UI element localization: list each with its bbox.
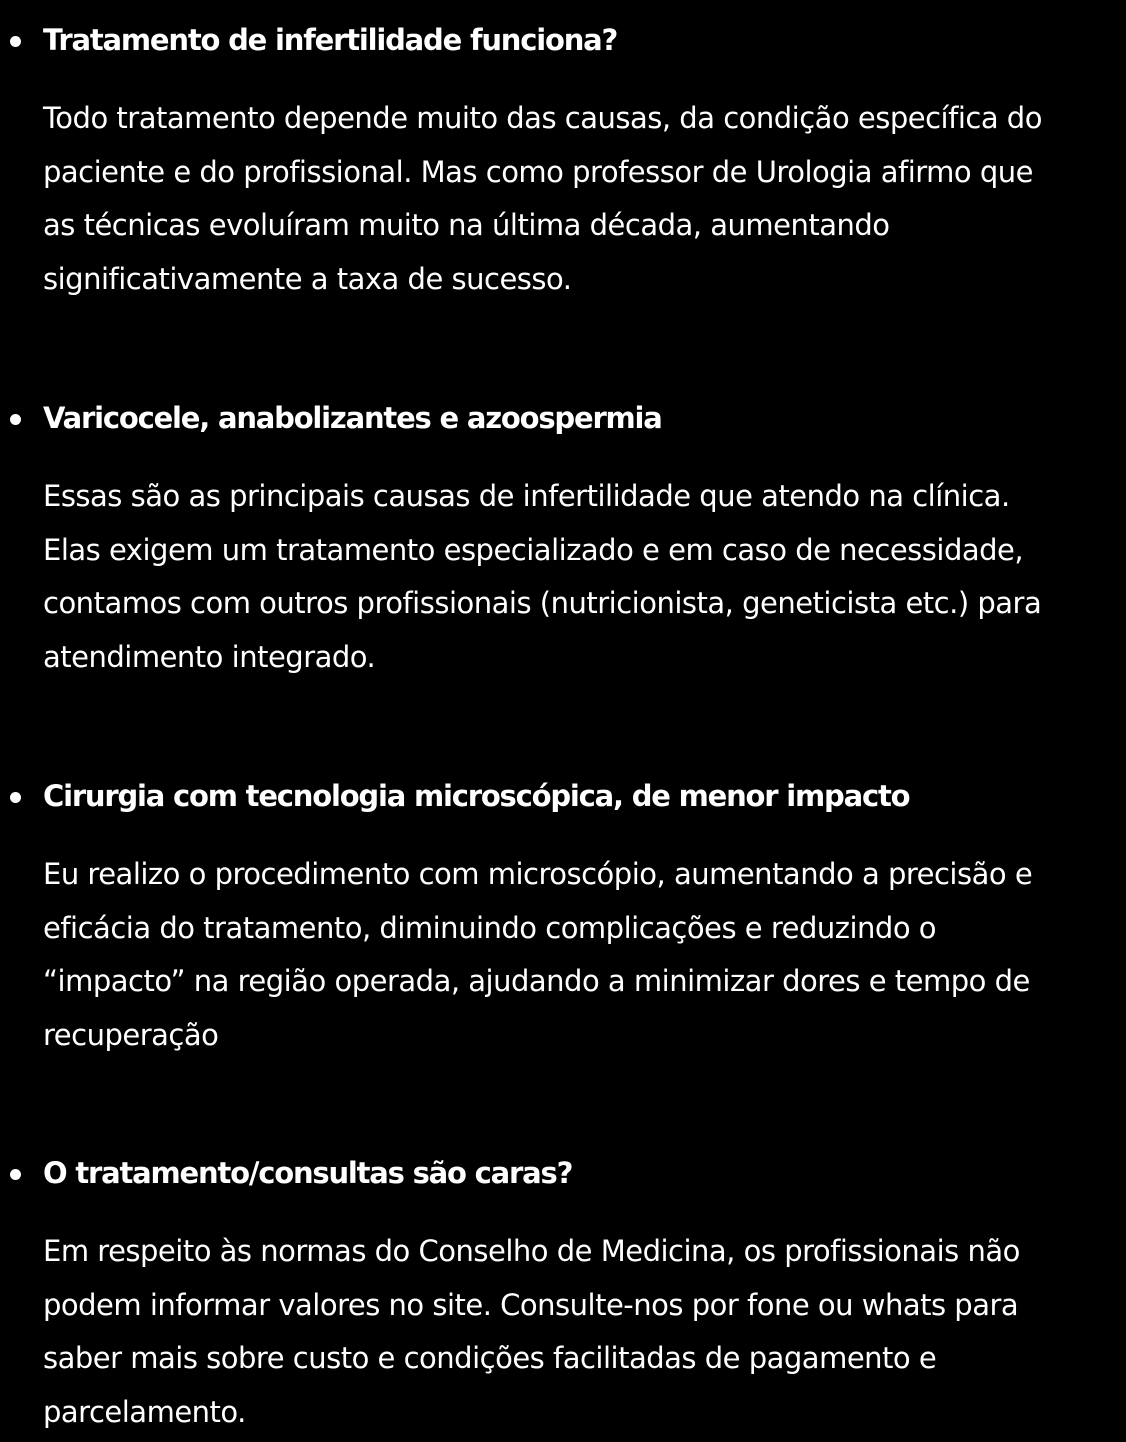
answer-line: recuperação — [43, 1017, 219, 1052]
answer-line: as técnicas evoluíram muito na última década, aumentando — [43, 208, 890, 242]
answer-line: contamos com outros profissionais (nutricionista, geneticista etc.) para — [43, 586, 1042, 620]
faq-question: Cirurgia com tecnologia microscópica, de menor impacto — [43, 779, 910, 813]
faq-question: Varicocele, anabolizantes e azoospermia — [43, 401, 662, 435]
answer-line: paciente e do profissional. Mas como professor de Urologia afirmo que — [43, 154, 1034, 189]
bullet-icon — [10, 1169, 21, 1180]
answer-line: Eu realizo o procedimento com microscópio, aumentando a precisão e — [43, 857, 1033, 891]
answer-line: Essas são as principais causas de infertilidade que atendo na clínica. — [43, 479, 1010, 513]
answer-line: Todo tratamento depende muito das causas, da condição específica do — [43, 101, 1042, 135]
bullet-icon — [10, 792, 21, 803]
faq-answer — [43, 470, 1126, 684]
bullet-icon — [10, 36, 21, 47]
answer-line: saber mais sobre custo e condições facilitadas de pagamento e — [43, 1341, 937, 1375]
bullet-icon — [10, 414, 21, 425]
answer-line: atendimento integrado. — [43, 639, 376, 674]
answer-line: eficácia do tratamento, diminuindo complicações e reduzindo o — [43, 910, 937, 945]
answer-line: parcelamento. — [43, 1394, 246, 1429]
faq-answer — [43, 848, 1126, 1062]
answer-line: Elas exigem um tratamento especializado e em caso de necessidade, — [43, 532, 1024, 567]
faq-answer — [43, 1225, 1126, 1439]
answer-line: significativamente a taxa de sucesso. — [43, 261, 572, 296]
answer-line: “impacto” na região operada, ajudando a minimizar dores e tempo de — [43, 964, 1030, 998]
faq-question: Tratamento de infertilidade funciona? — [43, 23, 618, 57]
answer-line: podem informar valores no site. Consulte-nos por fone ou whats para — [43, 1287, 1019, 1322]
answer-line: Em respeito às normas do Conselho de Medicina, os profissionais não — [43, 1234, 1020, 1268]
faq-question: O tratamento/consultas são caras? — [43, 1156, 573, 1190]
faq-answer — [43, 92, 1126, 306]
